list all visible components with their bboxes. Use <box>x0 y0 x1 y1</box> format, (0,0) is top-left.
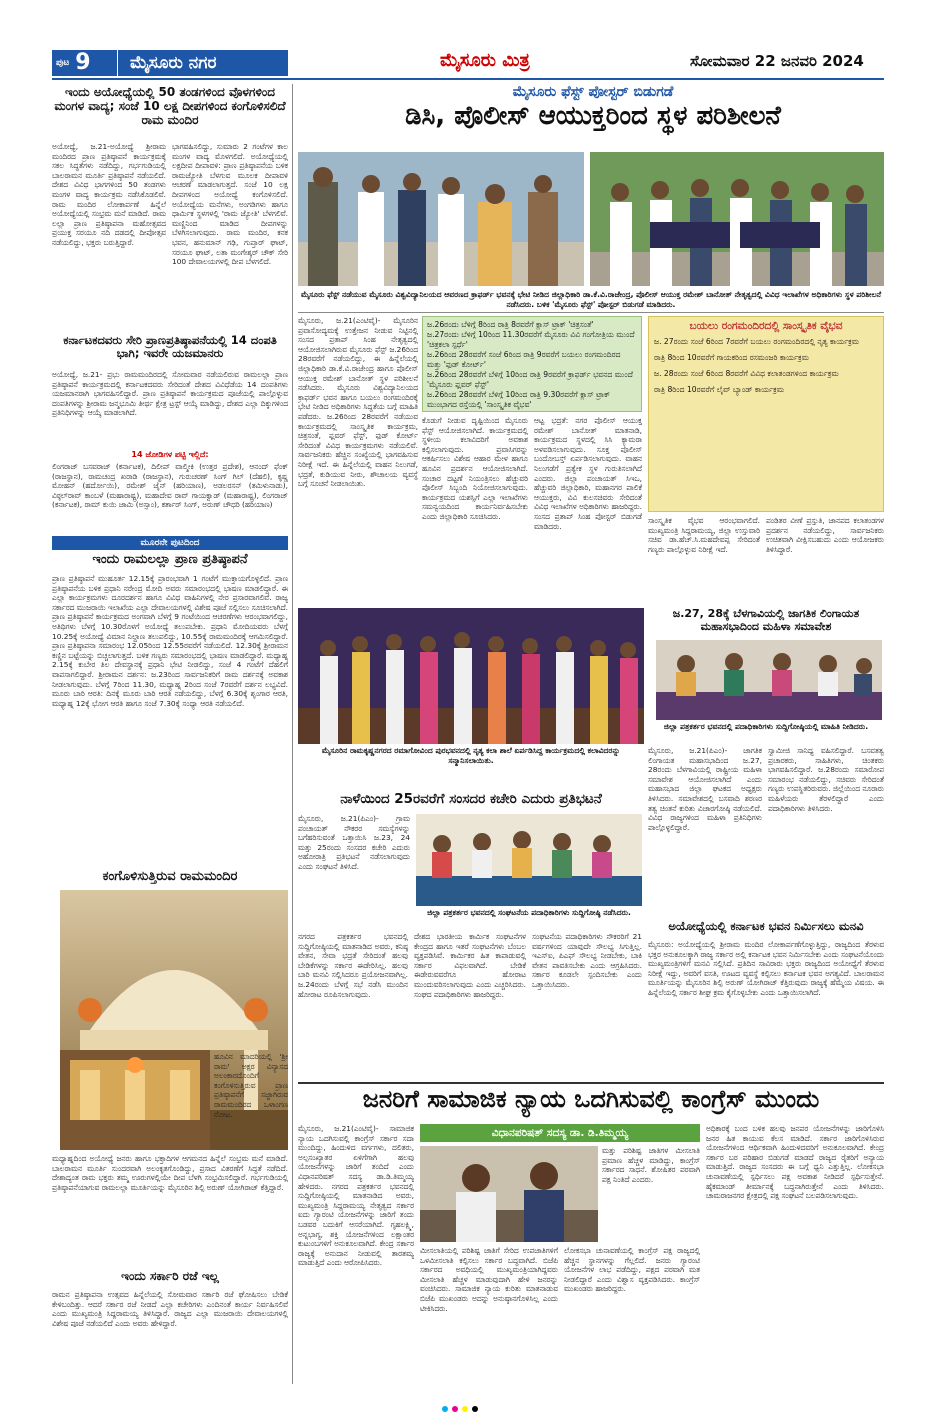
registration-mark-magenta <box>452 1406 458 1412</box>
page-number-badge <box>52 50 117 76</box>
glowing-temple-article: ಹೂವಿನ ಮಾದರಿಯಲ್ಲಿ 'ಶ್ರೀ ರಾಮ' ಅಕ್ಷರ ವಿನ್ಯಾಸದ ಅಲಂಕಾರದೊಂದಿಗೆ ಕಂಗೊಳಿಸುತ್ತಿರುವ ಪ್ರಾಣ ಪ್ರತಿಷ್ಠಾಪನೆಗೆ ಸಜ್ಜಾಗಿರುವ ರಾಮಮಂದಿರದ ಒಳಾಂಗಣ ನೋಟ. <box>214 1052 288 1119</box>
ram-mandir-corridor-photo <box>60 1050 210 1150</box>
column-rule-left <box>292 84 293 1384</box>
no-holiday-headline: ಇಂದು ಸರ್ಕಾರಿ ರಜೆ ಇಲ್ಲ <box>121 1269 219 1283</box>
timmaiah-press-meet-photo <box>420 1146 598 1242</box>
lingayat-article-col1: ಮೈಸೂರು, ಜ.21(ಪಿಎಂ)- ಜಾಗತಿಕ ಲಿಂಗಾಯತ ಮಹಾಸಭಾದಿಂದ ಜ.27, 28ರಂದು ಬೆಳಗಾವಿಯಲ್ಲಿ ರಾಷ್ಟ್ರೀಯ ಮಹಿಳಾ ಸಮಾವೇಶ ಆಯೋಜಿಸಲಾಗಿದೆ ಎಂದು ಮಹಾಸಭಾದ ಜಿಲ್ಲಾ ಘಟಕದ ಅಧ್ಯಕ್ಷರು ತಿಳಿಸಿದರು. ಸಮಾವೇಶದಲ್ಲಿ ಬಸವಾದಿ ಶರಣರ ತತ್ವ ಚಿಂತನೆ ಕುರಿತು ವಿಚಾರಗೋಷ್ಠಿ ನಡೆಯಲಿದೆ. ವಿವಿಧ ರಾಜ್ಯಗಳಿಂದ ಮಹಿಳಾ ಪ್ರತಿನಿಧಿಗಳು ಪಾಲ್ಗೊಳ್ಳಲಿದ್ದಾರೆ. <box>648 746 762 832</box>
dance-school-felicitation-photo <box>298 608 644 744</box>
registration-mark-black <box>472 1406 478 1412</box>
bottom-section-rule <box>298 1082 884 1084</box>
cultural-article-col2: ಪಂಡಿತರ ವೀಣೆ ಪ್ರಸ್ತುತಿ, ಜಾನಪದ ಕಲಾತಂಡಗಳ ಪ್ರದರ್ಶನ ನಡೆಯಲಿದ್ದು, ಸಾರ್ವಜನಿಕರು ಉಚಿತವಾಗಿ ವೀಕ್ಷಿಸಬಹುದು ಎಂದು ಆಯೋಜಕರು ತಿಳಿಸಿದ್ದಾರೆ. <box>766 516 884 554</box>
top-story-article-col1: ಮೈಸೂರು, ಜ.21(ಎಂಟಿವೈ)- ಮೈಸೂರಿನ ಪ್ರವಾಸೋದ್ಯಮಕ್ಕೆ ಉತ್ತೇಜನ ನೀಡುವ ನಿಟ್ಟಿನಲ್ಲಿ ಸಂಸದ ಪ್ರತಾಪ್ ಸಿಂಹ ನೇತೃತ್ವದಲ್ಲಿ ಆಯೋಜಿಸಲಾಗಿರುವ ಮೈಸೂರು ಫೆಸ್ಟ್ ಜ.26ರಿಂದ 28ರವರೆಗೆ ನಡೆಯಲಿದ್ದು, ಈ ಹಿನ್ನೆಲೆಯಲ್ಲಿ ಜಿಲ್ಲಾಧಿಕಾರಿ ಡಾ.ಕೆ.ವಿ.ರಾಜೇಂದ್ರ ಹಾಗೂ ಪೊಲೀಸ್ ಆಯುಕ್ತ ರಮೇಶ್ ಬಾನೋತ್ ಸ್ಥಳ ಪರಿಶೀಲನೆ ನಡೆಸಿದರು. ಮೈಸೂರು ವಿಶ್ವವಿದ್ಯಾನಿಲಯದ ಕ್ರಾಫರ್ಡ್ ಭವನ ಹಾಗೂ ಬಯಲು ರಂಗಮಂದಿರಕ್ಕೆ ಭೇಟಿ ನೀಡಿದ ಅಧಿಕಾರಿಗಳು ಸಿದ್ಧತೆಯ ಬಗ್ಗೆ ಮಾಹಿತಿ ಪಡೆದರು. ಜ.26ರಿಂದ 28ರವರೆಗೆ ನಡೆಯುವ ಕಾರ್ಯಕ್ರಮದಲ್ಲಿ ಸಾಂಸ್ಕೃತಿಕ ಕಾರ್ಯಕ್ರಮ, ಚಿತ್ರಸಂತೆ, ಫ್ಲವರ್ ಫೆಸ್ಟ್, ಫುಡ್ ಕೋರ್ಟ್ ಸೇರಿದಂತೆ ವಿವಿಧ ಕಾರ್ಯಕ್ರಮಗಳು ನಡೆಯಲಿವೆ. ಸಾರ್ವಜನಿಕರು ಹೆಚ್ಚಿನ ಸಂಖ್ಯೆಯಲ್ಲಿ ಭಾಗವಹಿಸುವ ನಿರೀಕ್ಷೆ ಇದೆ. ಈ ಹಿನ್ನೆಲೆಯಲ್ಲಿ ವಾಹನ ನಿಲುಗಡೆ, ಭದ್ರತೆ, ಕುಡಿಯುವ ನೀರು, ಶೌಚಾಲಯ ವ್ಯವಸ್ಥೆ ಬಗ್ಗೆ ಸೂಚನೆ ನೀಡಲಾಯಿತು. <box>298 316 418 489</box>
page-number: 9 <box>75 50 91 75</box>
cultural-programs-box <box>648 316 884 512</box>
glowing-temple-article-2: ಮಧ್ಯಾಹ್ನದಿಂದ ಅಯೋಧ್ಯೆ ಜನರು ಹಾಗೂ ಭಕ್ತಾದಿಗಳ ಆಗಮನದ ಹಿನ್ನೆಲೆ ಸಂಭ್ರಮ ಮನೆ ಮಾಡಿದೆ. ಬಾಲರಾಮನ ಮೂರ್ತಿ ಸುಂದರವಾಗಿ ಅಲಂಕೃತಗೊಂಡಿದ್ದು, ಪ್ರಸಾದ ವಿತರಣೆಗೆ ಸಿದ್ಧತೆ ನಡೆದಿದೆ. ದೇಶಾದ್ಯಂತ ರಾಮ ಭಕ್ತರು ತಮ್ಮ ಊರುಗಳಲ್ಲಿಯೇ ದೀಪ ಬೆಳಗಿ ಸಂಭ್ರಮಿಸಲಿದ್ದಾರೆ. ಗರ್ಭಗುಡಿಯಲ್ಲಿ ಪ್ರತಿಷ್ಠಾಪನೆಯಾಗುವ ರಾಮಲಲ್ಲಾ ಮೂರ್ತಿಯನ್ನು ಮೈಸೂರಿನ ಶಿಲ್ಪಿ ಅರುಣ್ ಯೋಗಿರಾಜ್ ಕೆತ್ತಿದ್ದಾರೆ. <box>52 1154 288 1192</box>
top-story-article-col2: ಕೊಡುಗೆ ನೀಡುವ ದೃಷ್ಟಿಯಿಂದ ಮೈಸೂರು ಫೆಸ್ಟ್ ಆಯೋಜಿಸಲಾಗಿದೆ. ಕಾರ್ಯಕ್ರಮದಲ್ಲಿ ಸ್ಥಳೀಯ ಕಲಾವಿದರಿಗೆ ಅವಕಾಶ ಕಲ್ಪಿಸಲಾಗುವುದು. ಪ್ರವಾಸಿಗರನ್ನು ಆಕರ್ಷಿಸಲು ವಿಶೇಷ ಆಹಾರ ಮೇಳ ಹಾಗೂ ಹೂವಿನ ಪ್ರದರ್ಶನ ಆಯೋಜಿಸಲಾಗಿದೆ. ಸಂಚಾರ ದಟ್ಟಣೆ ನಿಯಂತ್ರಿಸಲು ಹೆಚ್ಚುವರಿ ಪೊಲೀಸ್ ಸಿಬ್ಬಂದಿ ನಿಯೋಜಿಸಲಾಗುವುದು. ಕಾರ್ಯಕ್ರಮದ ಯಶಸ್ಸಿಗೆ ಎಲ್ಲಾ ಇಲಾಖೆಗಳು ಸಮನ್ವಯದಿಂದ ಕಾರ್ಯನಿರ್ವಹಿಸಬೇಕು ಎಂದು ಜಿಲ್ಲಾಧಿಕಾರಿ ಸೂಚಿಸಿದರು. <box>422 416 528 521</box>
cultural-item: ರಾತ್ರಿ 8ರಿಂದ 10ರವರೆಗೆ ಲೈವ್ ಬ್ಯಾಂಡ್ ಕಾರ್ಯಕ್ರಮ <box>654 385 785 394</box>
couples-list-subhead: 14 ಜೋಡಿಗಳ ಪಟ್ಟಿ ಇಲ್ಲಿದೆ: <box>131 450 209 459</box>
cultural-item: ರಾತ್ರಿ 8ರಿಂದ 10ರವರೆಗೆ ಗಾಯಕರಿಂದ ರಸಮಂಜರಿ ಕಾರ್ಯಕ್ರಮ <box>654 353 809 362</box>
bottom-story-col2: ಮತ್ತು ಪರಿಶಿಷ್ಟ ಜಾತಿಗಳ ಮೀಸಲಾತಿ ಪ್ರಮಾಣ ಹೆಚ್ಚಳ ಮಾಡಿದ್ದು, ಕಾಂಗ್ರೆಸ್ ಸರ್ಕಾರದ ಸಾಧನೆ. ಶೋಷಿತರ ಪರವಾಗಿ ಪಕ್ಷ ನಿಂತಿದೆ ಎಂದರು. <box>602 1146 700 1184</box>
top-story-headline: ಡಿಸಿ, ಪೊಲೀಸ್ ಆಯುಕ್ತರಿಂದ ಸ್ಥಳ ಪರಿಶೀಲನೆ <box>405 101 781 131</box>
protest-article-col2: ದೇಶದ ಭಾರತೀಯ ಕಾರ್ಮಿಕ ಸಂಘಟನೆಗಳ ಕೇಂದ್ರದ ಹಾಗೂ ಇತರೆ ಸಂಘಟನೆಗಳು ಬೆಂಬಲ ವ್ಯಕ್ತಪಡಿಸಿವೆ. ಕಾರ್ಮಿಕರ ಹಿತ ಕಾಪಾಡುವಲ್ಲಿ ಸರ್ಕಾರ ವಿಫಲವಾಗಿದೆ. ಬೇಡಿಕೆ ಈಡೇರುವವರೆಗೂ ಹೋರಾಟ ಮುಂದುವರಿಸಲಾಗುವುದು ಎಂದು ಎಚ್ಚರಿಸಿದರು. ಸಂಘದ ಪದಾಧಿಕಾರಿಗಳು ಹಾಜರಿದ್ದರು. <box>414 932 526 999</box>
cultural-item: ಜ. 27ರಂದು ಸಂಜೆ 6ರಿಂದ 7ರವರೆಗೆ ಬಯಲು ರಂಗಮಂದಿರದಲ್ಲಿ ನೃತ್ಯ ಕಾರ್ಯಕ್ರಮ <box>654 337 860 346</box>
newspaper-name: ಮೈಸೂರು ಮಿತ್ರ <box>440 50 530 71</box>
protest-press-meet-photo <box>416 814 642 906</box>
lingayat-headline: ಜ.27, 28ಕ್ಕೆ ಬೆಳಗಾವಿಯಲ್ಲಿ ಜಾಗತಿಕ ಲಿಂಗಾಯತ ಮಹಾಸಭಾದಿಂದ ಮಹಿಳಾ ಸಮಾವೇಶ <box>672 607 860 633</box>
ayodhya-article-col1: ಅಯೋಧ್ಯೆ, ಜ.21-ಅಯೋಧ್ಯೆ ಶ್ರೀರಾಮ ಮಂದಿರದ ಪ್ರಾಣ ಪ್ರತಿಷ್ಠಾಪನೆ ಕಾರ್ಯಕ್ರಮಕ್ಕೆ ಸಕಲ ಸಿದ್ಧತೆಗಳು ನಡೆದಿದ್ದು, ಗರ್ಭಗುಡಿಯಲ್ಲಿ ಬಾಲರಾಮನ ಮೂರ್ತಿ ಪ್ರತಿಷ್ಠಾಪನೆ ನಡೆಯಲಿದೆ. ದೇಶದ ವಿವಿಧ ಭಾಗಗಳಿಂದ 50 ತಂಡಗಳು ಮಂಗಳ ವಾದ್ಯ ಕಾರ್ಯಕ್ರಮ ನಡೆಸಿಕೊಡಲಿವೆ. ರಾಮ ಮಂದಿರ ಲೋಕಾರ್ಪಣೆ ಹಿನ್ನೆಲೆ ಅಯೋಧ್ಯೆಯಲ್ಲಿ ಸಂಭ್ರಮ ಮನೆ ಮಾಡಿದೆ. ರಾಮ ಲಲ್ಲಾ ಪ್ರಾಣ ಪ್ರತಿಷ್ಠಾಪನಾ ಮಹೋತ್ಸವದ ಪ್ರಯುಕ್ತ ಸರಯೂ ನದಿ ದಡದಲ್ಲಿ ದೀಪೋತ್ಸವ ನಡೆಯಲಿದ್ದು, ಭಕ್ತರು ಬರುತ್ತಿದ್ದಾರೆ. <box>52 142 166 247</box>
schedule-box <box>422 316 642 412</box>
schedule-item: ಜ.27ರಂದು ಬೆಳಿಗ್ಗೆ 10ರಿಂದ 11.30ರವರೆಗೆ ಮೈಸೂರು ವಿವಿ ಗಂಗೋತ್ರಿಯ ಮುಂದೆ 'ಚಿತ್ರಕಲಾ ಸ್ಪರ್ಧೆ' <box>427 330 635 349</box>
lingayat-article-col2: ಸ್ವಾಮೀಜಿ ಸಾನಿಧ್ಯ ವಹಿಸಲಿದ್ದಾರೆ. ಬಸವತತ್ವ ಪ್ರಚಾರಕರು, ಸಾಹಿತಿಗಳು, ಚಿಂತಕರು ಭಾಗವಹಿಸಲಿದ್ದಾರೆ. ಜ.28ರಂದು ಸಮಾರೋಪ ಸಮಾರಂಭ ನಡೆಯಲಿದ್ದು, ಸಚಿವರು ಸೇರಿದಂತೆ ಗಣ್ಯರು ಉಪಸ್ಥಿತರಿರುವರು. ಜಿಲ್ಲೆಯಿಂದ ನೂರಾರು ಮಹಿಳೆಯರು ತೆರಳಲಿದ್ದಾರೆ ಎಂದು ಪದಾಧಿಕಾರಿಗಳು ತಿಳಿಸಿದರು. <box>768 746 884 813</box>
ayodhya-headline: ಇಂದು ಅಯೋಧ್ಯೆಯಲ್ಲಿ 50 ತಂಡಗಳಿಂದ ವೊಳಗಳಿಂದ ಮಂಗಳ ವಾದ್ಯ; ಸಂಜೆ 10 ಲಕ್ಷ ದೀಪಗಳಿಂದ ಕಂಗೊಳಿಸಲಿದೆ ರಾಮ ಮಂದಿರ <box>54 85 286 127</box>
bottom-story-subhead: ವಿಧಾನಪರಿಷತ್ ಸದಸ್ಯ ಡಾ. ಡಿ.ತಿಮ್ಮಯ್ಯ <box>420 1124 700 1142</box>
schedule-item: ಜ.26ರಂದು ಬೆಳಿಗ್ಗೆ 8ರಿಂದ ರಾತ್ರಿ 8ರವರೆಗೆ ಕ್ಲಾಸ್ ಟ್ರಾಕ್ 'ಚಿತ್ರಸಂತೆ' <box>427 320 594 329</box>
dc-inspection-photo <box>298 152 584 286</box>
bottom-story-col5: ಅಧಿಕಾರಕ್ಕೆ ಬಂದ ಬಳಿಕ ಹಲವು ಜನಪರ ಯೋಜನೆಗಳನ್ನು ಜಾರಿಗೊಳಿಸಿ ಜನರ ಹಿತ ಕಾಯುವ ಕೆಲಸ ಮಾಡಿದೆ. ಸರ್ಕಾರ ಜಾರಿಗೊಳಿಸಿರುವ ಯೋಜನೆಗಳಿಂದ ಆರ್ಥಿಕವಾಗಿ ಹಿಂದುಳಿದವರಿಗೆ ಅನುಕೂಲವಾಗಿದೆ. ಕೇಂದ್ರ ಸರ್ಕಾರ ಬರ ಪರಿಹಾರ ಬಿಡುಗಡೆ ಮಾಡದೆ ರಾಜ್ಯದ ರೈತರಿಗೆ ಅನ್ಯಾಯ ಮಾಡುತ್ತಿದೆ. ರಾಜ್ಯದ ಸಂಸದರು ಈ ಬಗ್ಗೆ ಧ್ವನಿ ಎತ್ತುತ್ತಿಲ್ಲ. ಲೋಕಸಭಾ ಚುನಾವಣೆಯಲ್ಲಿ ಸ್ಪರ್ಧಿಸಲು ಪಕ್ಷ ಅವಕಾಶ ನೀಡಿದರೆ ಸ್ಪರ್ಧಿಸುತ್ತೇನೆ. ಹೈಕಮಾಂಡ್ ತೀರ್ಮಾನಕ್ಕೆ ಬದ್ಧನಾಗಿರುತ್ತೇನೆ ಎಂದು ತಿಳಿಸಿದರು. ಚಾಮರಾಜನಗರ ಕ್ಷೇತ್ರದಲ್ಲಿ ಪಕ್ಷ ಸಂಘಟನೆ ಬಲಪಡಿಸಲಾಗುವುದು. <box>706 1124 884 1201</box>
cultural-item: ಜ. 28ರಂದು ಸಂಜೆ 6ರಿಂದ 8ರವರೆಗೆ ವಿವಿಧ ಕಲಾತಂಡಗಳಿಂದ ಕಾರ್ಯಕ್ರಮ <box>654 369 839 378</box>
masthead-rule <box>52 78 884 80</box>
issue-date: ಸೋಮವಾರ 22 ಜನವರಿ 2024 <box>690 52 864 70</box>
pranaprathishtapane-headline: ಇಂದು ರಾಮಲಲ್ಲಾ ಪ್ರಾಣ ಪ್ರತಿಷ್ಠಾಪನೆ <box>92 552 248 567</box>
bottom-story-col3: ಮೀಸಲಾತಿಯಲ್ಲಿ ಪರಿಶಿಷ್ಟ ಜಾತಿಗೆ ಸೇರಿದ ಉಪಜಾತಿಗಳಿಗೆ ಒಳಮೀಸಲಾತಿ ಕಲ್ಪಿಸಲು ಸರ್ಕಾರ ಬದ್ಧವಾಗಿದೆ. ಬಿಜೆಪಿ ಸರ್ಕಾರದ ಅವಧಿಯಲ್ಲಿ ಮುಖ್ಯಮಂತ್ರಿಯಾಗಿದ್ದವರು ಮೀಸಲಾತಿ ಹೆಚ್ಚಳ ಮಾಡುವುದಾಗಿ ಹೇಳಿ ಜನರನ್ನು ವಂಚಿಸಿದರು. ಸಾಮಾಜಿಕ ನ್ಯಾಯ ಕುರಿತು ಮಾತನಾಡುವ ಬಿಜೆಪಿ ಮುಖಂಡರು ಅದನ್ನು ಅನುಷ್ಠಾನಗೊಳಿಸಿಲ್ಲ ಎಂದು ಟೀಕಿಸಿದರು. <box>420 1246 558 1313</box>
schedule-item: ಜ.26ರಿಂದ 28ರವರೆಗೆ ಬೆಳಿಗ್ಗೆ 10ರಿಂದ ರಾತ್ರಿ 9.30ರವರೆಗೆ ಕ್ಲಾಸ್ ಟ್ರಾಕ್ ಮುಂಭಾಗದ ರಸ್ತೆಯಲ್ಲಿ 'ಸಾಂಸ್ಕೃತಿಕ ವೈಭವ' <box>427 390 610 409</box>
ayodhya-article-col2: ಭಾಗವಹಿಸಲಿದ್ದು, ಸುಮಾರು 2 ಗಂಟೆಗಳ ಕಾಲ ಮಂಗಳ ವಾದ್ಯ ಮೊಳಗಲಿದೆ. ಅಯೋಧ್ಯೆಯಲ್ಲಿ ಲಕ್ಷದೀಪ ದೀಪಾವಳಿ: ಪ್ರಾಣ ಪ್ರತಿಷ್ಠಾಪನೆಯ ಬಳಿಕ ರಾಮಜ್ಯೋತಿ ಬೆಳಗುವ ಮೂಲಕ ದೀಪಾವಳಿ ಆಚರಣೆ ಮಾಡಲಾಗುತ್ತದೆ. ಸಂಜೆ 10 ಲಕ್ಷ ದೀಪಗಳಿಂದ ಅಯೋಧ್ಯೆ ಕಂಗೊಳಿಸಲಿದೆ. ಅಯೋಧ್ಯೆಯ ಮನೆಗಳು, ಅಂಗಡಿಗಳು ಹಾಗೂ ಧಾರ್ಮಿಕ ಸ್ಥಳಗಳಲ್ಲಿ 'ರಾಮ ಜ್ಯೋತಿ' ಬೆಳಗಲಿವೆ. ಮಣ್ಣಿನಿಂದ ಮಾಡಿದ ದೀಪಗಳನ್ನು ಬೆಳಗಿಸಲಾಗುವುದು. ರಾಮ ಮಂದಿರ, ಕನಕ ಭವನ, ಹನುಮಾನ್ ಗಢಿ, ಗುಪ್ತಾರ್ ಘಾಟ್, ಸರಯೂ ಘಾಟ್, ಲತಾ ಮಂಗೇಶ್ಕರ್ ಚೌಕ್ ಸೇರಿ 100 ದೇವಾಲಯಗಳಲ್ಲಿ ದೀಪ ಬೆಳಗಲಿದೆ. <box>172 142 288 267</box>
protest-article-intro: ಮೈಸೂರು, ಜ.21(ಪಿಎಂ)- ಗ್ರಾಮ ಪಂಚಾಯತ್ ನೌಕರರ ಸಮಸ್ಯೆಗಳನ್ನು ಬಗೆಹರಿಸುವಂತೆ ಒತ್ತಾಯಿಸಿ ಜ.23, 24 ಮತ್ತು 25ರಂದು ಸಂಸದರ ಕಚೇರಿ ಎದುರು ಅಹೋರಾತ್ರಿ ಪ್ರತಿಭಟನೆ ನಡೆಸಲಾಗುವುದು ಎಂದು ಸಂಘಟನೆ ತಿಳಿಸಿದೆ. <box>298 814 410 871</box>
section-title: ಮೈಸೂರು ನಗರ <box>118 50 288 76</box>
top-story-article-col3: ಆಟ್ಟ ಭದ್ರತೆ: ನಗರ ಪೊಲೀಸ್ ಆಯುಕ್ತ ರಮೇಶ್ ಬಾನೋತ್ ಮಾತನಾಡಿ, ಕಾರ್ಯಕ್ರಮದ ಸ್ಥಳದಲ್ಲಿ ಸಿಸಿ ಕ್ಯಾಮರಾ ಅಳವಡಿಸಲಾಗುವುದು. ಸೂಕ್ತ ಪೊಲೀಸ್ ಬಂದೋಬಸ್ತ್ ಏರ್ಪಡಿಸಲಾಗುವುದು. ವಾಹನ ನಿಲುಗಡೆಗೆ ಪ್ರತ್ಯೇಕ ಸ್ಥಳ ಗುರುತಿಸಲಾಗಿದೆ ಎಂದರು. ಜಿಲ್ಲಾ ಪಂಚಾಯತ್ ಸಿಇಒ, ಹೆಚ್ಚುವರಿ ಜಿಲ್ಲಾಧಿಕಾರಿ, ಮಹಾನಗರ ಪಾಲಿಕೆ ಆಯುಕ್ತರು, ವಿವಿ ಕುಲಸಚಿವರು ಸೇರಿದಂತೆ ವಿವಿಧ ಇಲಾಖೆಗಳ ಅಧಿಕಾರಿಗಳು ಹಾಜರಿದ್ದರು. ಸಂಸದ ಪ್ರತಾಪ್ ಸಿಂಹ ಪೋಸ್ಟರ್ ಬಿಡುಗಡೆ ಮಾಡಿದರು. <box>534 416 642 531</box>
protest-caption: ಜಿಲ್ಲಾ ಪತ್ರಕರ್ತರ ಭವನದಲ್ಲಿ ಸಂಘಟನೆಯ ಪದಾಧಿಕಾರಿಗಳು ಸುದ್ದಿಗೋಷ್ಠಿ ನಡೆಸಿದರು. <box>427 908 631 917</box>
lingayat-press-meet-photo <box>656 640 882 720</box>
pranaprathishtapane-article: ಪ್ರಾಣ ಪ್ರತಿಷ್ಠಾಪನೆ ಮುಹೂರ್ತ 12.15ಕ್ಕೆ ಪ್ರಾರಂಭವಾಗಿ 1 ಗಂಟೆಗೆ ಮುಕ್ತಾಯಗೊಳ್ಳಲಿದೆ. ಪ್ರಾಣ ಪ್ರತಿಷ್ಠಾಪನೆಯ ಬಳಿಕ ಪ್ರಧಾನಿ ನರೇಂದ್ರ ಮೋದಿ ಅವರು ಸಮಾರಂಭದಲ್ಲಿ ಭಾಷಣ ಮಾಡಲಿದ್ದಾರೆ. ಈ ಎಲ್ಲಾ ಕಾರ್ಯಕ್ರಮಗಳು ದೂರದರ್ಶನ ಹಾಗೂ ವಿವಿಧ ವಾಹಿನಿಗಳಲ್ಲಿ ನೇರ ಪ್ರಸಾರವಾಗಲಿವೆ. ರಾಜ್ಯ ಸರ್ಕಾರದ ಮುಜರಾಯಿ ಇಲಾಖೆಯ ಎಲ್ಲಾ ದೇವಾಲಯಗಳಲ್ಲಿ ವಿಶೇಷ ಪೂಜೆ ಸಲ್ಲಿಸಲು ಸೂಚಿಸಲಾಗಿದೆ. ಪ್ರಾಣ ಪ್ರತಿಷ್ಠಾಪನೆ ಕಾರ್ಯಕ್ರಮದ ಅಂಗವಾಗಿ ಬೆಳಗ್ಗೆ 9 ಗಂಟೆಯಿಂದ ಆಚರಣೆಗಳು ಆರಂಭವಾಗಲಿದ್ದು, ಅತಿಥಿಗಳು ಬೆಳಗ್ಗೆ 10.30ರೊಳಗೆ ಅಯೋಧ್ಯೆ ತಲುಪಬೇಕು. ಪ್ರಧಾನಿ ಮೋದಿಯವರು ಬೆಳಗ್ಗೆ 10.25ಕ್ಕೆ ಅಯೋಧ್ಯೆ ವಿಮಾನ ನಿಲ್ದಾಣ ತಲುಪಲಿದ್ದು, 10.55ಕ್ಕೆ ರಾಮಮಂದಿರಕ್ಕೆ ಆಗಮಿಸಲಿದ್ದಾರೆ. ಪ್ರಾಣ ಪ್ರತಿಷ್ಠಾಪನಾ ಸಮಾರಂಭ 12.05ರಿಂದ 12.55ರವರೆಗೆ ನಡೆಯಲಿದೆ. 12.30ಕ್ಕೆ ಶ್ರೀರಾಮನ ಕಣ್ಣಿನ ಬಟ್ಟೆಯನ್ನು ಬಿಚ್ಚಲಾಗುತ್ತದೆ. ಬಳಿಕ ಗಣ್ಯರು ಸಮಾರಂಭದಲ್ಲಿ ಭಾಷಣ ಮಾಡಲಿದ್ದಾರೆ. ಮಧ್ಯಾಹ್ನ 2.15ಕ್ಕೆ ಕುಬೇರ ತಿಲ ದೇವಸ್ಥಾನಕ್ಕೆ ಪ್ರಧಾನಿ ಭೇಟಿ ನೀಡಲಿದ್ದು, ಸಂಜೆ 4 ಗಂಟೆಗೆ ದೆಹಲಿಗೆ ವಾಪಸಾಗಲಿದ್ದಾರೆ. ಶ್ರೀರಾಮನ ದರ್ಶನ: ಜ.23ರಿಂದ ಸಾರ್ವಜನಿಕರಿಗೆ ರಾಮ ದರ್ಶನಕ್ಕೆ ಅವಕಾಶ ನೀಡಲಾಗುವುದು. ಬೆಳಗ್ಗೆ 7ರಿಂದ 11.30, ಮಧ್ಯಾಹ್ನ 2ರಿಂದ ಸಂಜೆ 7ರವರೆಗೆ ದರ್ಶನ ಲಭ್ಯವಿದೆ. ಮೂರು ಬಾರಿ ಆರತಿ: ದಿನಕ್ಕೆ ಮೂರು ಬಾರಿ ಆರತಿ ನಡೆಯಲಿದ್ದು, ಬೆಳಗ್ಗೆ 6.30ಕ್ಕೆ ಶೃಂಗಾರ ಆರತಿ, ಮಧ್ಯಾಹ್ನ 12ಕ್ಕೆ ಭೋಗ ಆರತಿ ಹಾಗೂ ಸಂಜೆ 7.30ಕ್ಕೆ ಸಂಧ್ಯಾ ಆರತಿ ನಡೆಯಲಿದೆ. <box>52 574 288 708</box>
schedule-item: ಜ.26ರಿಂದ 28ರವರೆಗೆ ಬೆಳಿಗ್ಗೆ 10ರಿಂದ ರಾತ್ರಿ 9ರವರೆಗೆ ಕ್ರಾಫರ್ಡ್ ಭವನದ ಮುಂದೆ 'ಮೈಸೂರು ಫ್ಲವರ್ ಫೆಸ್ಟ್' <box>427 370 633 389</box>
dance-photo-caption: ಮೈಸೂರಿನ ರಾಮಕೃಷ್ಣನಗರದ ರಮಾಗೋವಿಂದ ಪುರಭವನದಲ್ಲಿ ನೃತ್ಯ ಕಲಾ ಶಾಲೆ ಏರ್ಪಡಿಸಿದ್ದ ಕಾರ್ಯಕ್ರಮದಲ್ಲಿ ಕಲಾವಿದರನ್ನು ಸನ್ಮಾನಿಸಲಾಯಿತು. <box>321 746 621 765</box>
protest-article-col1: ನಗರದ ಪತ್ರಕರ್ತರ ಭವನದಲ್ಲಿ ಸುದ್ದಿಗೋಷ್ಠಿಯಲ್ಲಿ ಮಾತನಾಡಿದ ಅವರು, ಕನಿಷ್ಠ ವೇತನ, ಸೇವಾ ಭದ್ರತೆ ಸೇರಿದಂತೆ ಹಲವು ಬೇಡಿಕೆಗಳನ್ನು ಸರ್ಕಾರ ಈಡೇರಿಸಿಲ್ಲ. ಹಲವು ಬಾರಿ ಮನವಿ ಸಲ್ಲಿಸಿದರೂ ಪ್ರಯೋಜನವಾಗಿಲ್ಲ. ಜ.24ರಂದು ಬೆಳಗ್ಗೆ ಸಭೆ ನಡೆಸಿ ಮುಂದಿನ ಹೋರಾಟ ರೂಪಿಸಲಾಗುವುದು. <box>298 932 408 999</box>
continued-from-page3-bar: ಮೂರನೇ ಪುಟದಿಂದ <box>52 536 288 550</box>
lingayat-caption: ಜಿಲ್ಲಾ ಪತ್ರಕರ್ತರ ಭವನದಲ್ಲಿ ಪದಾಧಿಕಾರಿಗಳು ಸುದ್ದಿಗೋಷ್ಠಿಯಲ್ಲಿ ಮಾಹಿತಿ ನೀಡಿದರು. <box>663 722 869 731</box>
page-label: ಪುಟ <box>56 58 70 68</box>
top-story-rule <box>298 312 884 313</box>
cultural-box-title: ಬಯಲು ರಂಗಮಂದಿರದಲ್ಲಿ ಸಾಂಸ್ಕೃತಿಕ ವೈಭವ <box>689 320 843 332</box>
no-holiday-article: ರಾಮನ ಪ್ರತಿಷ್ಠಾಪನಾ ಉತ್ಸವದ ಹಿನ್ನೆಲೆಯಲ್ಲಿ ಸೋಮವಾರ ಸರ್ಕಾರಿ ರಜೆ ಘೋಷಿಸಲು ಬೇಡಿಕೆ ಕೇಳಿಬಂದಿತ್ತು. ಆದರೆ ಸರ್ಕಾರ ರಜೆ ನೀಡದೆ ಎಲ್ಲಾ ಕಚೇರಿಗಳು ಎಂದಿನಂತೆ ಕಾರ್ಯ ನಿರ್ವಹಿಸಲಿವೆ ಎಂದು ಮುಖ್ಯಮಂತ್ರಿ ಸಿದ್ದರಾಮಯ್ಯ ತಿಳಿಸಿದ್ದಾರೆ. ರಾಜ್ಯದ ಎಲ್ಲಾ ಮುಜರಾಯಿ ದೇವಾಲಯಗಳಲ್ಲಿ ವಿಶೇಷ ಪೂಜೆ ನಡೆಯಲಿದೆ ಎಂದು ಅವರು ಹೇಳಿದ್ದಾರೆ. <box>52 1290 288 1328</box>
protest-article-col3: ಸಂಘಟನೆಯ ಪದಾಧಿಕಾರಿಗಳು ನೌಕರರಿಗೆ 21 ವರ್ಷಗಳಿಂದ ಯಾವುದೇ ಸೌಲಭ್ಯ ಸಿಗುತ್ತಿಲ್ಲ. ಇಎಸ್‌ಐ, ಪಿಎಫ್ ಸೌಲಭ್ಯ ನೀಡಬೇಕು, ಬಾಕಿ ವೇತನ ಪಾವತಿಸಬೇಕು ಎಂದು ಆಗ್ರಹಿಸಿದರು. ಸರ್ಕಾರ ಕೂಡಲೇ ಸ್ಪಂದಿಸಬೇಕು ಎಂದು ಒತ್ತಾಯಿಸಿದರು. <box>532 932 642 989</box>
karnataka-bhavan-article: ಮೈಸೂರು: ಅಯೋಧ್ಯೆಯಲ್ಲಿ ಶ್ರೀರಾಮ ಮಂದಿರ ಲೋಕಾರ್ಪಣೆಗೊಳ್ಳುತ್ತಿದ್ದು, ರಾಜ್ಯದಿಂದ ತೆರಳುವ ಭಕ್ತರ ಅನುಕೂಲಕ್ಕಾಗಿ ರಾಜ್ಯ ಸರ್ಕಾರ ಅಲ್ಲಿ ಕರ್ನಾಟಕ ಭವನ ನಿರ್ಮಿಸಬೇಕು ಎಂದು ಸಂಘಟನೆಯೊಂದು ಮುಖ್ಯಮಂತ್ರಿಗಳಿಗೆ ಮನವಿ ಸಲ್ಲಿಸಿದೆ. ಪ್ರತಿದಿನ ಸಾವಿರಾರು ಭಕ್ತರು ರಾಜ್ಯದಿಂದ ಅಯೋಧ್ಯೆಗೆ ತೆರಳುವ ನಿರೀಕ್ಷೆ ಇದ್ದು, ಅವರಿಗೆ ವಸತಿ, ಊಟದ ವ್ಯವಸ್ಥೆ ಕಲ್ಪಿಸಲು ಕರ್ನಾಟಕ ಭವನ ಅಗತ್ಯವಿದೆ. ಬಾಲರಾಮನ ಮೂರ್ತಿಯನ್ನು ಮೈಸೂರಿನ ಶಿಲ್ಪಿ ಅರುಣ್ ಯೋಗಿರಾಜ್ ಕೆತ್ತಿರುವುದು ರಾಜ್ಯಕ್ಕೆ ಹೆಮ್ಮೆಯ ವಿಷಯ. ಈ ಹಿನ್ನೆಲೆಯಲ್ಲಿ ಸರ್ಕಾರ ಶೀಘ್ರ ಕ್ರಮ ಕೈಗೊಳ್ಳಬೇಕು ಎಂದು ಒತ್ತಾಯಿಸಲಾಗಿದೆ. <box>648 940 884 997</box>
top-story-caption: ಮೈಸೂರು ಫೆಸ್ಟ್ ನಡೆಯುವ ಮೈಸೂರು ವಿಶ್ವವಿದ್ಯಾನಿಲಯದ ಆವರಣದ ಕ್ರಾಫರ್ಡ್ ಭವನಕ್ಕೆ ಭೇಟಿ ನೀಡಿದ ಜಿಲ್ಲಾಧಿಕಾರಿ ಡಾ.ಕೆ.ವಿ.ರಾಜೇಂದ್ರ, ಪೊಲೀಸ್ ಆಯುಕ್ತ ರಮೇಶ್ ಬಾನೋತ್ ನೇತೃತ್ವದಲ್ಲಿ ವಿವಿಧ ಇಲಾಖೆಗಳ ಅಧಿಕಾರಿಗಳು ಸ್ಥಳ ಪರಿಶೀಲನೆ ನಡೆಸಿದರು. ಬಳಿಕ 'ಮೈಸೂರು ಫೆಸ್ಟ್' ಪೋಸ್ಟರ್ ಬಿಡುಗಡೆ ಮಾಡಿದರು. <box>300 290 882 309</box>
top-story-kicker: ಮೈಸೂರು ಫೆಸ್ಟ್ ಪೋಸ್ಟರ್ ಬಿಡುಗಡೆ <box>512 84 674 100</box>
bottom-story-col4: ಲೋಕಸಭಾ ಚುನಾವಣೆಯಲ್ಲಿ ಕಾಂಗ್ರೆಸ್ ಪಕ್ಷ ರಾಜ್ಯದಲ್ಲಿ ಹೆಚ್ಚಿನ ಸ್ಥಾನಗಳನ್ನು ಗೆಲ್ಲಲಿದೆ. ಜನರು ಗ್ಯಾರಂಟಿ ಯೋಜನೆಗಳ ಲಾಭ ಪಡೆದಿದ್ದು, ಪಕ್ಷದ ಪರವಾಗಿ ಮತ ನೀಡಲಿದ್ದಾರೆ ಎಂದು ವಿಶ್ವಾಸ ವ್ಯಕ್ತಪಡಿಸಿದರು. ಕಾಂಗ್ರೆಸ್ ಮುಖಂಡರು ಹಾಜರಿದ್ದರು. <box>564 1246 700 1294</box>
protest-headline: ನಾಳೆಯಿಂದ 25ರವರೆಗೆ ಸಂಸದರ ಕಚೇರಿ ಎದುರು ಪ್ರತಿಭಟನೆ <box>340 791 602 807</box>
couples-article: ಅಯೋಧ್ಯೆ, ಜ.21- ಪ್ರಭು ರಾಮಮಂದಿರದಲ್ಲಿ ಸೋಮವಾರ ನಡೆಯಲಿರುವ ರಾಮಲಲ್ಲಾ ಪ್ರಾಣ ಪ್ರತಿಷ್ಠಾಪನೆ ಕಾರ್ಯಕ್ರಮದಲ್ಲಿ ಕರ್ನಾಟಕದವರು ಸೇರಿದಂತೆ ದೇಶದ ವಿವಿಧೆಡೆಯ 14 ದಂಪತಿಗಳು ಯಜಮಾನರಾಗಿ ಭಾಗವಹಿಸಲಿದ್ದಾರೆ. ಪ್ರಾಣ ಪ್ರತಿಷ್ಠಾಪನೆ ಕಾರ್ಯಕ್ರಮದ ಪೂಜೆಯಲ್ಲಿ ಪಾಲ್ಗೊಳ್ಳುವ ದಂಪತಿಗಳನ್ನು ಶ್ರೀರಾಮ ಜನ್ಮಭೂಮಿ ತೀರ್ಥ ಕ್ಷೇತ್ರ ಟ್ರಸ್ಟ್ ಆಯ್ಕೆ ಮಾಡಿದ್ದು, ದೇಶದ ಎಲ್ಲಾ ದಿಕ್ಕುಗಳಿಂದ ಪ್ರತಿನಿಧಿಗಳನ್ನು ಆಯ್ಕೆ ಮಾಡಲಾಗಿದೆ. <box>52 370 288 418</box>
poster-release-photo <box>590 152 884 286</box>
bottom-story-headline: ಜನರಿಗೆ ಸಾಮಾಜಿಕ ನ್ಯಾಯ ಒದಗಿಸುವಲ್ಲಿ ಕಾಂಗ್ರೆಸ್ ಮುಂದು <box>362 1085 820 1113</box>
couples-headline: ಕರ್ನಾಟಕದವರು ಸೇರಿ ಪ್ರಾಣಪ್ರತಿಷ್ಠಾಪನೆಯಲ್ಲಿ 14 ದಂಪತಿ ಭಾಗಿ; ಇವರೇ ಯಜಮಾನರು <box>63 333 277 361</box>
glowing-temple-headline: ಕಂಗೊಳಿಸುತ್ತಿರುವ ರಾಮಮಂದಿರ <box>102 869 238 884</box>
karnataka-bhavan-headline: ಅಯೋಧ್ಯೆಯಲ್ಲಿ ಕರ್ನಾಟಕ ಭವನ ನಿರ್ಮಿಸಲು ಮನವಿ <box>668 919 864 933</box>
couples-list: ಲಿಂಗರಾಜ್ ಬಸವರಾಜ್ (ಕರ್ನಾಟಕ), ದಿಲೀಪ್ ವಾಲ್ಮೀಕಿ (ಉತ್ತರ ಪ್ರದೇಶ), ಆನಂದ್ ಫೆಂಕ್ (ರಾಜಸ್ಥಾನ), ರಾಮಚಂದ್ರ ಖರಾಡಿ (ರಾಜಸ್ಥಾನ), ಗುರುಚರಣ್ ಸಿಂಗ್ ಗಿಲ್ (ದೆಹಲಿ), ಕೃಷ್ಣ ಮೋಹನ್ (ಹರ್ದೋಯಿ), ರಮೇಶ್ ಜೈನ್ (ಹರಿಯಾಣ), ಅಡಲರಸನ್ (ತಮಿಳುನಾಡು), ವಿಠ್ಠಲ್‌ರಾವ್ ಕಾಂಬಳೆ (ಮಹಾರಾಷ್ಟ್ರ), ಮಹಾದೇವ ರಾವ್ ಗಾಯಕ್ವಾಡ್ (ಮಹಾರಾಷ್ಟ್ರ), ಲಿಂಗರಾಜ್ (ಕರ್ನಾಟಕ), ರಾಮ್ ಕುಯಿ ಜಾಮಿ (ಅಸ್ಸಾಂ), ಕರ್ತಾರ್ ಸಿಂಗ್, ಅರುಣ್ ಚೌಧರಿ (ಹರಿಯಾಣ) <box>52 462 288 510</box>
bottom-story-col1: ಮೈಸೂರು, ಜ.21(ಎಂಟಿವೈ)- ಸಾಮಾಜಿಕ ನ್ಯಾಯ ಒದಗಿಸುವಲ್ಲಿ ಕಾಂಗ್ರೆಸ್ ಸರ್ಕಾರ ಸದಾ ಮುಂದಿದ್ದು, ಹಿಂದುಳಿದ ವರ್ಗಗಳು, ದಲಿತರು, ಅಲ್ಪಸಂಖ್ಯಾತರ ಏಳಿಗೆಗಾಗಿ ಹಲವು ಯೋಜನೆಗಳನ್ನು ಜಾರಿಗೆ ತಂದಿದೆ ಎಂದು ವಿಧಾನಪರಿಷತ್ ಸದಸ್ಯ ಡಾ.ಡಿ.ತಿಮ್ಮಯ್ಯ ಹೇಳಿದರು. ನಗರದ ಪತ್ರಕರ್ತರ ಭವನದಲ್ಲಿ ಸುದ್ದಿಗೋಷ್ಠಿಯಲ್ಲಿ ಮಾತನಾಡಿದ ಅವರು, ಮುಖ್ಯಮಂತ್ರಿ ಸಿದ್ದರಾಮಯ್ಯ ನೇತೃತ್ವದ ಸರ್ಕಾರ ಐದು ಗ್ಯಾರಂಟಿ ಯೋಜನೆಗಳನ್ನು ಜಾರಿಗೆ ತಂದು ಬಡವರ ಬದುಕಿಗೆ ಆಸರೆಯಾಗಿದೆ. ಗೃಹಲಕ್ಷ್ಮಿ, ಅನ್ನಭಾಗ್ಯ, ಶಕ್ತಿ ಯೋಜನೆಗಳಿಂದ ಲಕ್ಷಾಂತರ ಕುಟುಂಬಗಳಿಗೆ ಅನುಕೂಲವಾಗಿದೆ. ಕೇಂದ್ರ ಸರ್ಕಾರ ರಾಜ್ಯಕ್ಕೆ ಅನುದಾನ ನೀಡುವಲ್ಲಿ ತಾರತಮ್ಯ ಮಾಡುತ್ತಿದೆ ಎಂದು ಆರೋಪಿಸಿದರು. <box>298 1124 414 1268</box>
schedule-item: ಜ.26ರಿಂದ 28ರವರೆಗೆ ಸಂಜೆ 6ರಿಂದ ರಾತ್ರಿ 9ರವರೆಗೆ ಬಯಲು ರಂಗಮಂದಿರದ ಮತ್ತು 'ಫುಡ್ ಕೋರ್ಟ್' <box>427 350 621 369</box>
cultural-article-col1: ಸಾಂಸ್ಕೃತಿಕ ವೈಭವ ಆರಂಭವಾಗಲಿದೆ. ಮುಖ್ಯಮಂತ್ರಿ ಸಿದ್ದರಾಮಯ್ಯ, ಜಿಲ್ಲಾ ಉಸ್ತುವಾರಿ ಸಚಿವ ಡಾ.ಹೆಚ್.ಸಿ.ಮಹದೇವಪ್ಪ ಸೇರಿದಂತೆ ಗಣ್ಯರು ಪಾಲ್ಗೊಳ್ಳುವ ನಿರೀಕ್ಷೆ ಇದೆ. <box>648 516 760 554</box>
registration-mark-yellow <box>462 1406 468 1412</box>
registration-mark-cyan <box>442 1406 448 1412</box>
